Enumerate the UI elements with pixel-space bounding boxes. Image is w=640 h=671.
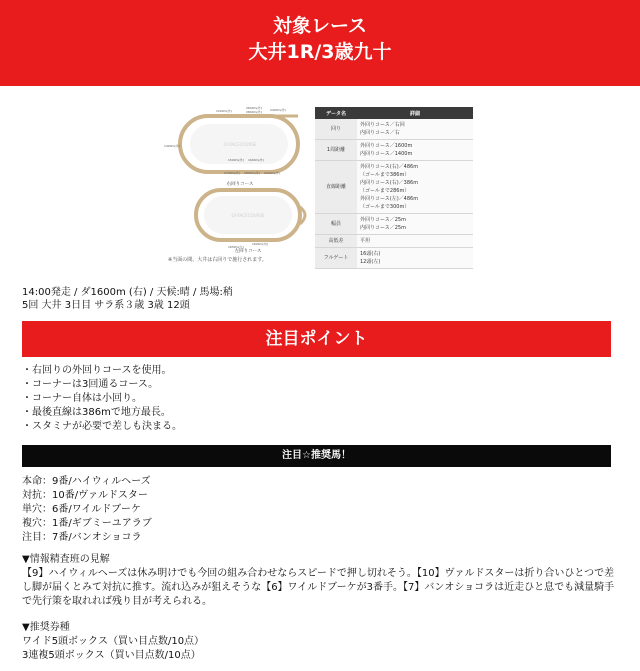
list-item: 対抗：10番/ヴァルドスター [22, 490, 148, 501]
analysis-body: 【9】ハイウィルヘーズは休み明けでも今回の組み合わせならスピードで押し切れそう。【10】ヴァルドスターは折り合いひとつで差し脚が届くとみて対抗に推す。流れ込みが狙えそうな【6】ワイルドブーケが3番手。【7】バンオショコラは近走ひと息でも減量騎手で先行策を取れれば残り目が考えられる。 [22, 568, 615, 607]
list-item: 3連複5頭ボックス（買い目点数/10点） [22, 650, 201, 661]
list-item: 本命：9番/ハイウィルヘーズ [22, 476, 151, 487]
marker-label: 2600m(外) [246, 106, 262, 110]
value-line: 12頭(左) [360, 259, 381, 265]
value-line: 内回りコース／右 [360, 130, 400, 136]
value-line: 平坦 [360, 238, 371, 244]
marker-label: 2400m(外) [270, 108, 286, 112]
marker-label: 1700m(外) [224, 171, 240, 175]
race-name: 大井1R/3歳九十 [248, 41, 392, 63]
picks-list [22, 475, 152, 545]
list-item: ワイド5頭ボックス（買い目点数/10点） [22, 636, 205, 647]
marker-label: 1500m(外) [228, 158, 244, 162]
marker-label: 1650m(左) [228, 245, 244, 249]
table-value [357, 248, 473, 269]
header-title: 対象レース [272, 15, 368, 37]
table-row [315, 214, 473, 235]
course-figure [160, 102, 475, 272]
table-header-row [315, 107, 473, 119]
betting-section [22, 621, 204, 663]
list-item: ・右回りの外回りコースを使用。 [22, 365, 172, 376]
list-item: ・コーナーは3回通るコース。 [22, 379, 159, 390]
value-line: 内回りコース／25m [360, 225, 406, 231]
list-item: 複穴：1番/ギブミーユアラブ [22, 518, 152, 529]
points-heading: 注目ポイント [22, 321, 611, 357]
table-value [357, 214, 473, 235]
list-item: ・コーナー自体は小回り。 [22, 393, 142, 404]
value-line: 内回りコース(右)／386m [360, 180, 419, 186]
list-item: ・スタミナが必要で差しも決まる。 [22, 421, 182, 432]
table-value [357, 119, 473, 140]
race-info [22, 286, 233, 312]
marker-label: 2000m(外) [264, 171, 280, 175]
table-row [315, 161, 473, 214]
value-line: 外回りコース／1600m [360, 143, 413, 149]
table-row [315, 248, 473, 269]
value-line: （ゴールまで386m） [360, 172, 410, 178]
list-item: 注目：7番/バンオショコラ [22, 532, 142, 543]
inner-course-label: 左回りコース [234, 249, 262, 254]
value-line: （ゴールまで300m） [360, 204, 410, 210]
list-item: 単穴：6番/ワイルドブーケ [22, 504, 141, 515]
marker-label: 1200m(外) [216, 109, 232, 113]
course-data-table [315, 107, 473, 269]
marker-label: 1600m(外) [248, 158, 264, 162]
table-value [357, 235, 473, 248]
page-header [0, 0, 640, 86]
race-conditions: 14:00発走 / ダ1600m (右) / 天候:晴 / 馬場:稍 [22, 287, 233, 298]
analysis-title: ▼情報精査班の見解 [22, 554, 110, 565]
table-key: 回り [315, 119, 357, 140]
table-key: 1周距離 [315, 140, 357, 161]
picks-heading: 注目☆推奨馬！ [22, 445, 611, 467]
value-line: 外回りコース(左)／486m [360, 196, 419, 202]
marker-label: 1400m(外) [164, 144, 180, 148]
outer-course-label: 右回りコース [226, 182, 254, 187]
table-row [315, 235, 473, 248]
analysis-section [22, 553, 618, 609]
betting-title: ▼推奨券種 [22, 622, 70, 633]
value-line: 外回りコース(右)／486m [360, 164, 419, 170]
table-key: 直線距離 [315, 161, 357, 214]
value-line: 外回りコース／25m [360, 217, 406, 223]
race-meta: 5回 大井 3日目 サラ系３歳 3歳 12頭 [22, 300, 190, 311]
table-header-cell: データ名 [315, 107, 357, 119]
watermark-bottom: OI RACECOURSE [231, 213, 265, 218]
points-list [22, 364, 182, 434]
value-line: （ゴールまで286m） [360, 188, 410, 194]
marker-label: 2800m(外) [246, 110, 262, 114]
table-header-cell: 詳細 [357, 107, 473, 119]
value-line: 外回りコース／右回 [360, 122, 405, 128]
marker-label: 1800m(外) [244, 171, 260, 175]
table-key: 高低差 [315, 235, 357, 248]
course-note: ※当面の間、大井は右回りで施行されます。 [168, 257, 267, 263]
watermark-top: OI RACECOURSE [223, 142, 257, 147]
table-row [315, 140, 473, 161]
course-map-illustration [160, 102, 315, 272]
table-value [357, 161, 473, 214]
value-line: 内回りコース／1400m [360, 151, 413, 157]
table-value [357, 140, 473, 161]
table-key: フルゲート [315, 248, 357, 269]
marker-label: 1600m(内) [252, 242, 268, 246]
table-key: 幅員 [315, 214, 357, 235]
value-line: 16頭(右) [360, 251, 381, 257]
table-row [315, 119, 473, 140]
list-item: ・最後直線は386mで地方最長。 [22, 407, 171, 418]
